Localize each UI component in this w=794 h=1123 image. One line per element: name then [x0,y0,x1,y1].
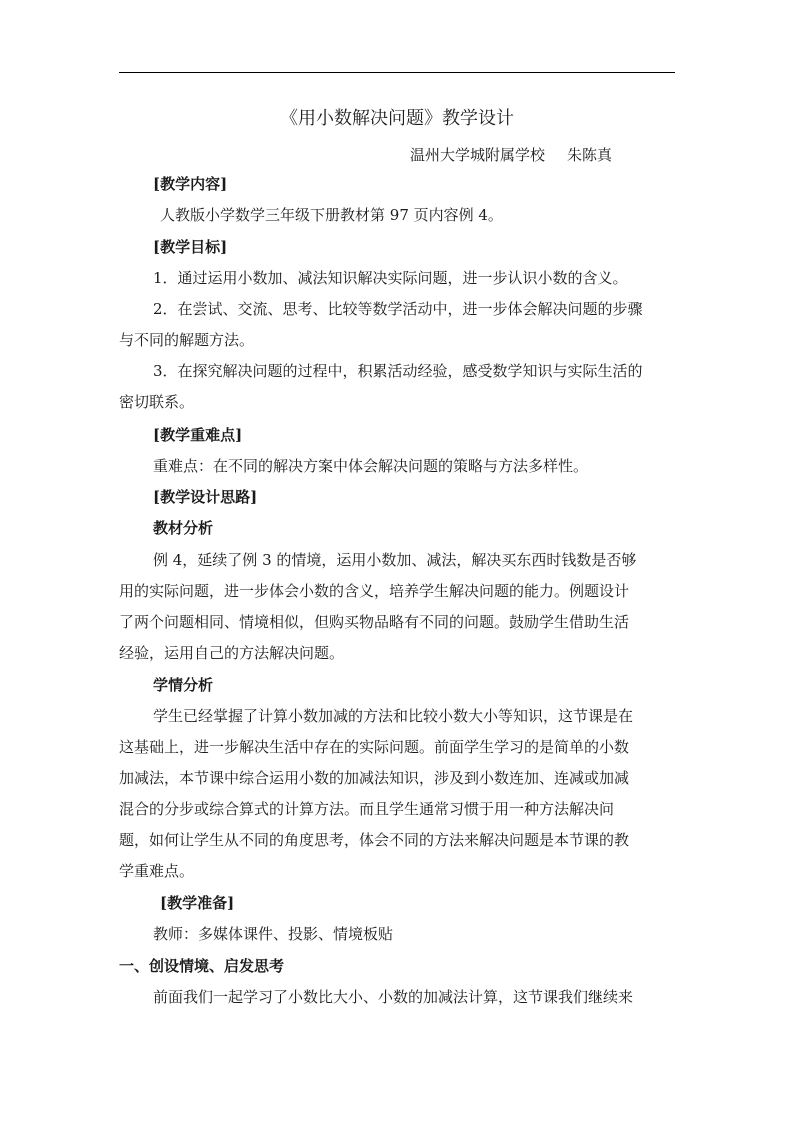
paragraph-line: 与不同的解题方法。 [119,331,255,349]
author-line [410,144,612,165]
paragraph-line: 题，如何让学生从不同的角度思考，体会不同的方法来解决问题是本节课的教 [119,831,630,849]
author-name: 朱陈真 [567,146,613,164]
school-name: 温州大学城附属学校 [410,146,546,164]
paragraph-line: 人教版小学数学三年级下册教材第 97 页内容例 4。 [160,206,503,224]
paragraph-line: 密切联系。 [119,393,195,411]
header-rule [119,72,675,73]
paragraph-line: 了两个问题相同、情境相似，但购买物品略有不同的问题。鼓励学生借助生活 [119,613,630,631]
document-title: 《用小数解决问题》教学设计 [280,108,514,129]
paragraph-line: 前面我们一起学习了小数比大小、小数的加减法计算，这节课我们继续来 [153,988,634,1006]
paragraph-line: 这基础上，进一步解决生活中存在的实际问题。前面学生学习的是简单的小数 [119,738,630,756]
subheading-student-analysis: 学情分析 [153,676,214,694]
paragraph-line: 1．通过运用小数加、减法知识解决实际问题，进一步认识小数的含义。 [153,269,628,287]
paragraph-line: 教师：多媒体课件、投影、情境板贴 [153,925,394,943]
paragraph-line: 混合的分步或综合算式的计算方法。而且学生通常习惯于用一种方法解决问 [119,800,615,818]
section-heading-objectives: [教学目标] [153,238,228,256]
paragraph-line: 学重难点。 [119,862,195,880]
paragraph-line: 例 4，延续了例 3 的情境，运用小数加、减法，解决买东西时钱数是否够 [153,551,637,569]
paragraph-line: 学生已经掌握了计算小数加减的方法和比较小数大小等知识，这节课是在 [153,707,634,725]
section-heading-preparation: [教学准备] [160,894,235,912]
paragraph-line: 加减法，本节课中综合运用小数的加减法知识，涉及到小数连加、连减或加减 [119,769,630,787]
section-heading-part-one: 一、创设情境、启发思考 [119,957,285,975]
paragraph-line: 用的实际问题，进一步体会小数的含义，培养学生解决问题的能力。例题设计 [119,582,630,600]
section-heading-design: [教学设计思路] [153,488,258,506]
paragraph-line: 2．在尝试、交流、思考、比较等数学活动中，进一步体会解决问题的步骤 [153,300,643,318]
subheading-material-analysis: 教材分析 [153,519,214,537]
paragraph-line: 3．在探究解决问题的过程中，积累活动经验，感受数学知识与实际生活的 [153,362,643,380]
section-heading-key-points: [教学重难点] [153,426,243,444]
paragraph-line: 重难点：在不同的解决方案中体会解决问题的策略与方法多样性。 [153,457,589,475]
paragraph-line: 经验，运用自己的方法解决问题。 [119,644,345,662]
section-heading-content: [教学内容] [153,175,228,193]
